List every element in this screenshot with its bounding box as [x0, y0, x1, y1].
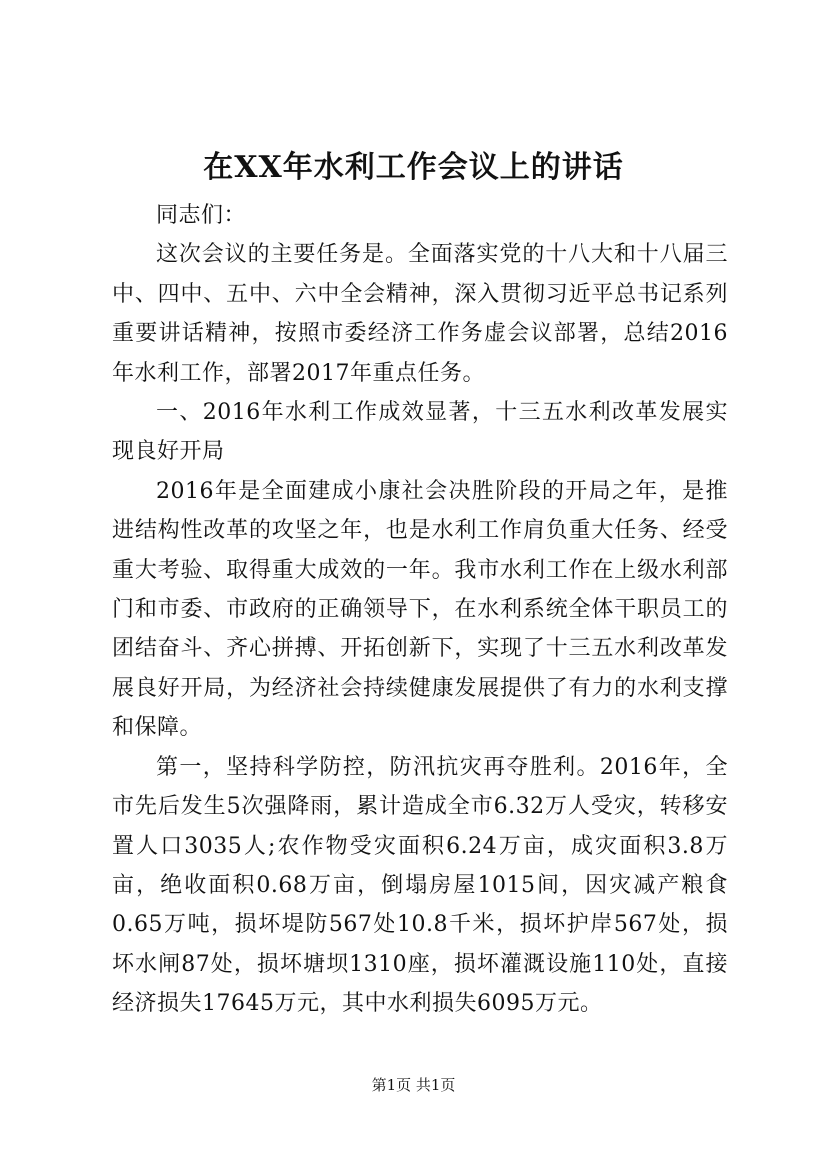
- overview-paragraph: 2016年是全面建成小康社会决胜阶段的开局之年，是推进结构性改革的攻坚之年，也是水利工作肩负重大任务、经受重大考验、取得重大成效的一年。我市水利工作在上级水利部门和市委、市政府的正确领导下，在水利系统全体干职员工的团结奋斗、齐心拼搏、开拓创新下，实现了十三五水利改革发展良好开局，为经济社会持续健康发展提供了有力的水利支撑和保障。: [112, 478, 728, 741]
- page-footer: 第1页 共1页: [371, 1076, 456, 1094]
- flood-control-paragraph: 第一，坚持科学防控，防汛抗灾再夺胜利。2016年，全市先后发生5次强降雨，累计造成全市6.32万人受灾，转移安置人口3035人;农作物受灾面积6.24万亩，成灾面积3.8万亩，绝收面积0.68万亩，倒塌房屋1015间，因灾减产粮食0.65万吨，损坏堤防567处10.8千米，损坏护岸567处，损坏水闸87处，损坏塘坝1310座，损坏灌溉设施110处，直接经济损失17645万元，其中水利损失6095万元。: [112, 754, 728, 1017]
- salutation-paragraph: 同志们：: [156, 203, 247, 228]
- document-title: 在XX年水利工作会议上的讲话: [203, 150, 624, 185]
- document-body: [112, 196, 728, 1024]
- intro-paragraph: 这次会议的主要任务是。全面落实党的十八大和十八届三中、四中、五中、六中全会精神，深入贯彻习近平总书记系列重要讲话精神，按照市委经济工作务虚会议部署，总结2016年水利工作，部署2017年重点任务。: [112, 242, 728, 386]
- section-heading: 一、2016年水利工作成效显著，十三五水利改革发展实现良好开局: [112, 400, 728, 465]
